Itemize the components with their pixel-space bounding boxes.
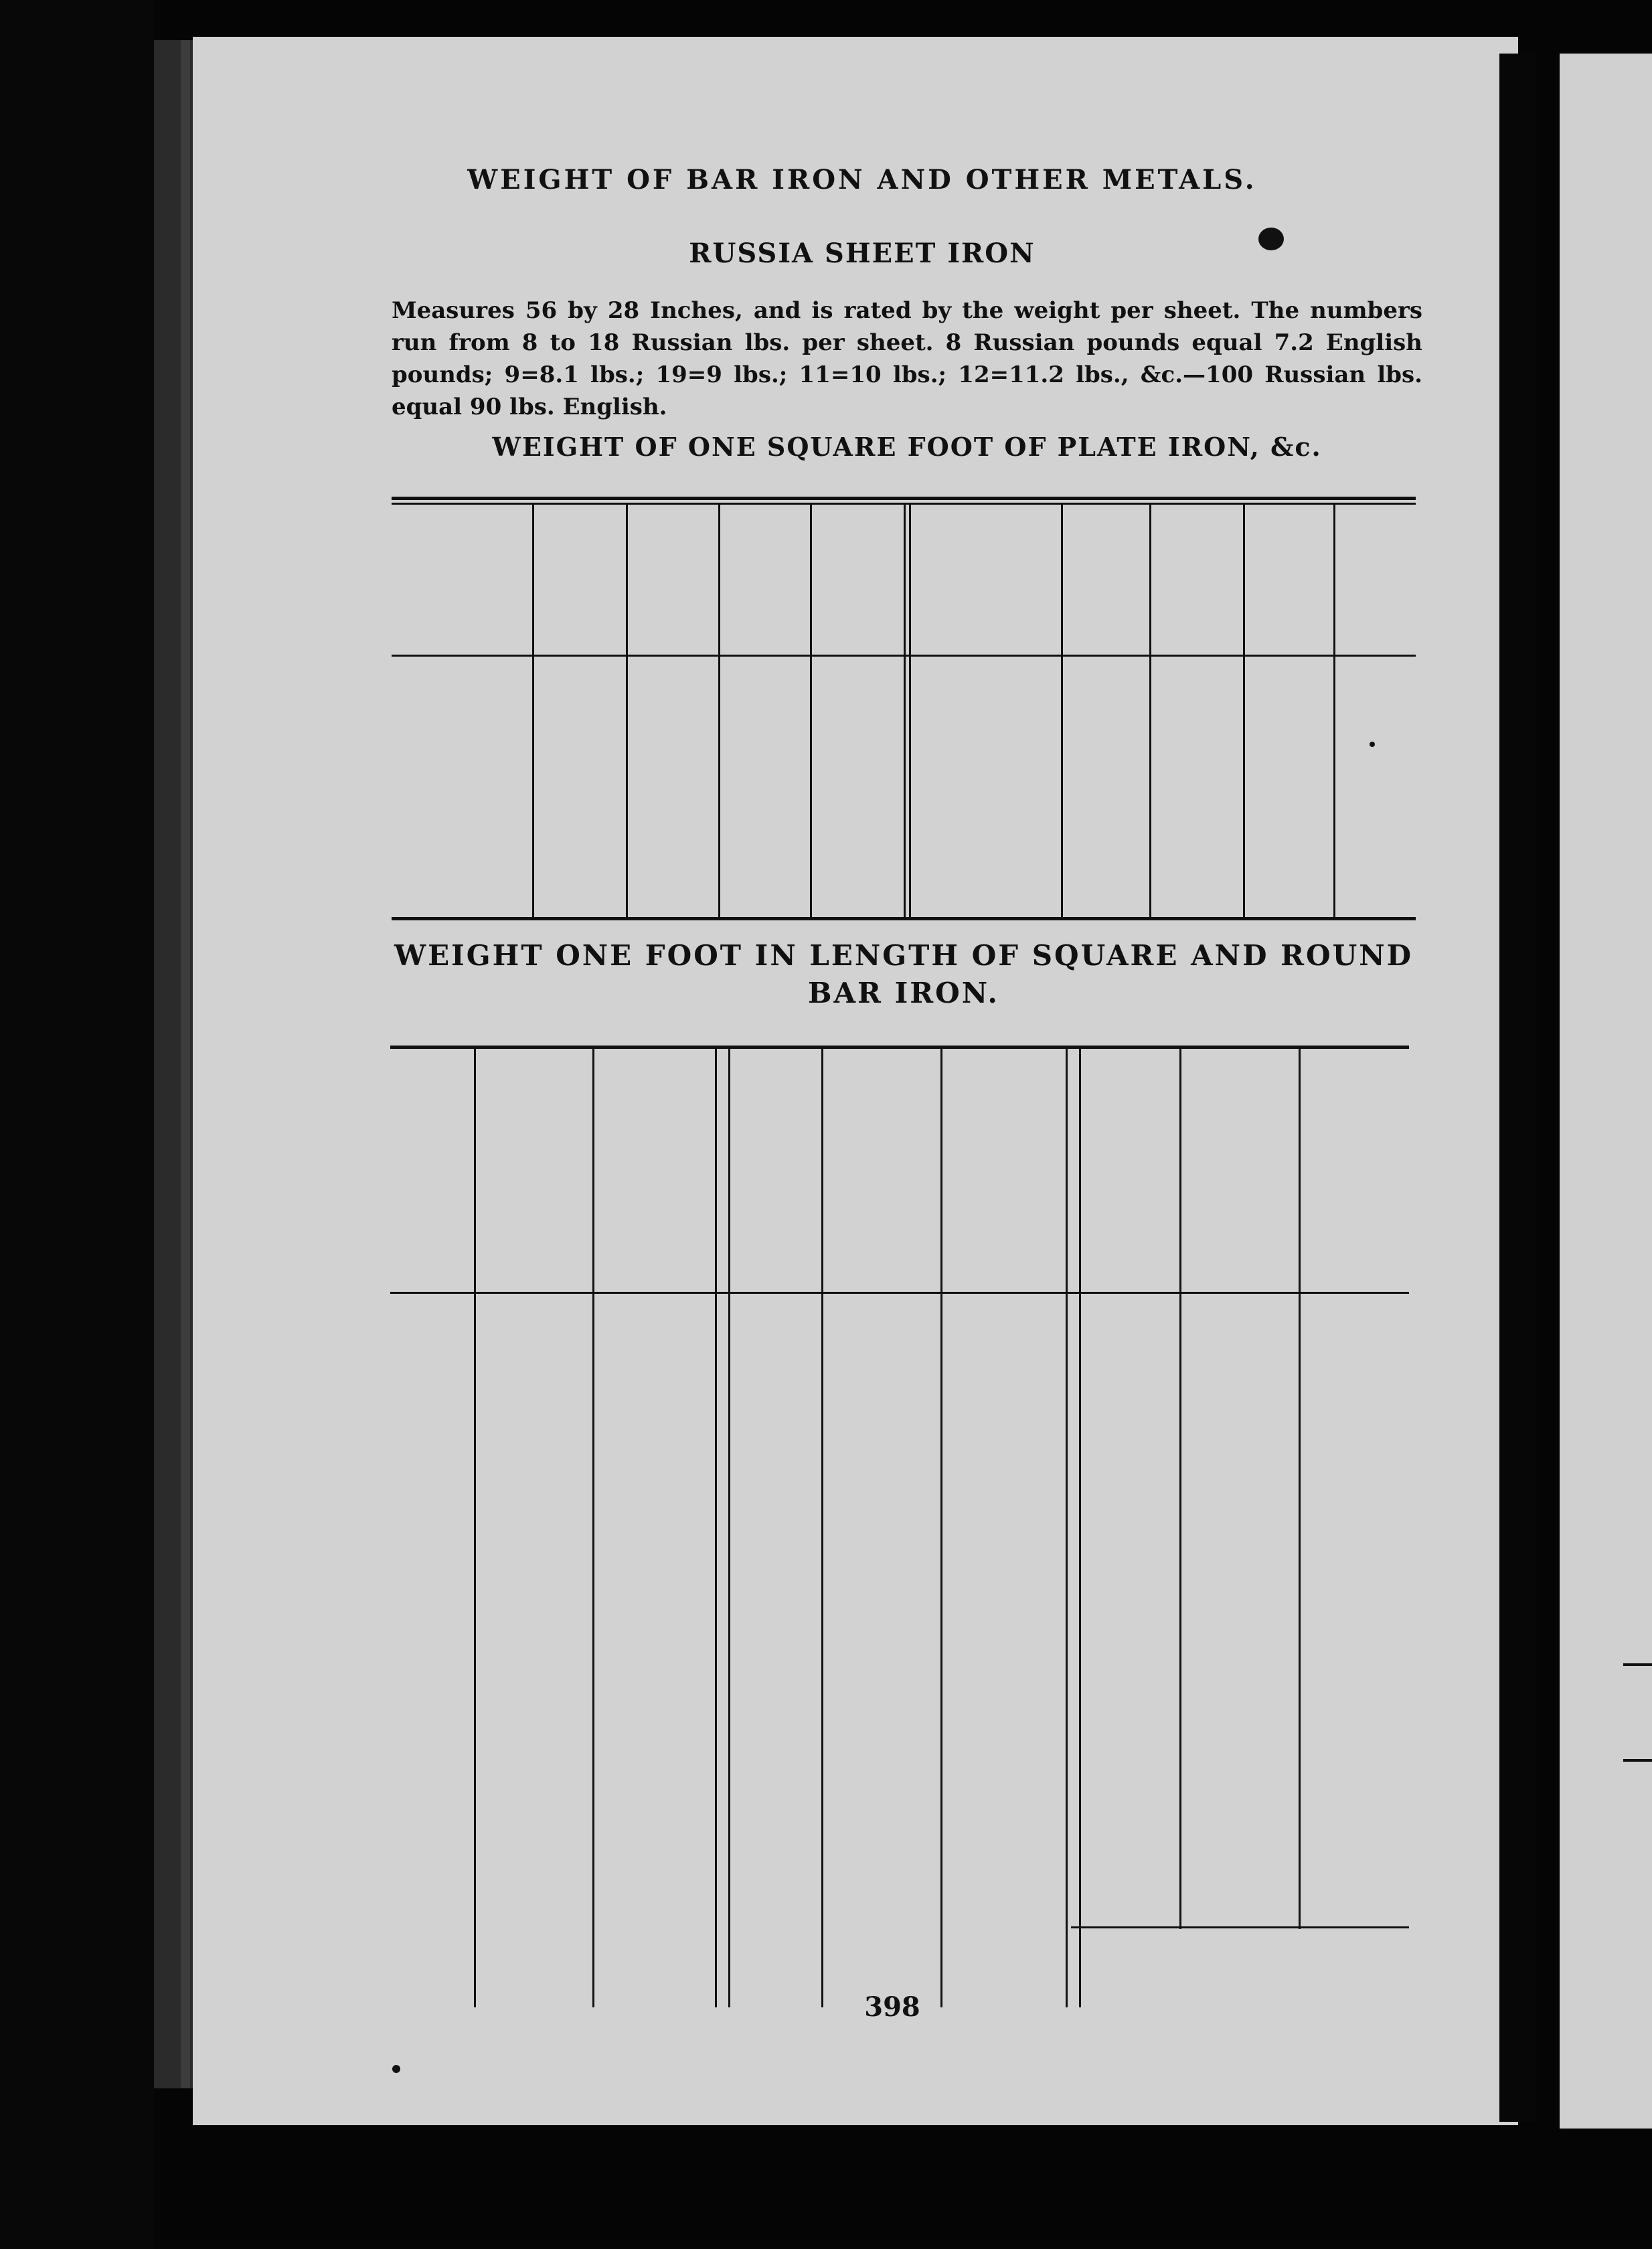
column-rule [592,1048,594,2007]
column-rule [1061,505,1063,917]
column-rule [1299,1048,1301,1929]
column-rule [532,505,534,917]
column-rule [728,1048,730,2007]
bar-header-0 [402,1055,463,1282]
plate-header-6 [1088,505,1122,653]
bar-table-title: WEIGHT ONE FOOT IN LENGTH OF SQUARE AND ROUND BAR IRON. [394,939,1414,1009]
plate-header-2 [655,505,689,653]
column-rule [1179,1048,1181,1929]
bar-header-1 [503,1055,564,1282]
background-left [0,0,154,2249]
table-rule [390,1292,1409,1294]
page-number: 398 [864,1991,920,2023]
bar-header-5 [973,1055,1034,1282]
column-rule [718,505,720,917]
book-binding-edge [181,40,190,2088]
plate-table-title: WEIGHT OF ONE SQUARE FOOT OF PLATE IRON, &c. [492,432,1322,462]
column-rule [1333,505,1335,917]
right-page [1560,54,1652,2129]
bar-header-7 [1209,1055,1269,1282]
right-page-rule [1623,1663,1652,1666]
speck [1370,742,1375,747]
column-rule [904,505,906,917]
column-rule [474,1048,476,2007]
table-rule [392,497,1416,500]
speck [392,2065,400,2073]
section-title-russia: RUSSIA SHEET IRON [689,238,1036,269]
bar-header-2 [624,1055,684,1282]
plate-header-0 [418,505,505,653]
plate-header-9 [1358,505,1392,653]
column-rule [821,1048,823,2007]
column-rule [940,1048,942,2007]
column-rule [626,505,628,917]
book-spine [1499,54,1536,2122]
note-rule [1071,1926,1409,1928]
plate-header-1 [562,505,596,653]
column-rule [715,1048,717,2007]
column-rule [1079,1048,1081,2007]
plate-header-8 [1272,505,1305,653]
plate-header-3 [748,505,781,653]
column-rule [1149,505,1151,917]
bar-header-6 [1099,1055,1159,1282]
speck [1258,228,1284,250]
column-rule [810,505,812,917]
bar-header-4 [851,1055,911,1282]
column-rule [909,505,911,917]
bar-header-3 [745,1055,805,1282]
plate-header-4 [840,505,874,653]
plate-header-7 [1179,505,1213,653]
bar-header-8 [1324,1055,1384,1282]
column-rule [1243,505,1245,917]
page-title: WEIGHT OF BAR IRON AND OTHER METALS. [467,164,1257,195]
plate-header-5 [939,505,1026,653]
column-rule [1066,1048,1068,2007]
russia-paragraph: Measures 56 by 28 Inches, and is rated by the weight per sheet. The numbers run from 8 to 18 Russian lbs. per sheet. 8 Russian pounds equal 7.2 English pounds; 9=8.1 lbs.; 19=9 lbs.; 11=10 lbs.; 12=11.2 lbs., &c.—100 Russian lbs. equal 90 lbs. English. [392,297,1422,420]
table-rule [390,1046,1409,1049]
table-rule [392,917,1416,920]
right-page-rule [1623,1759,1652,1762]
